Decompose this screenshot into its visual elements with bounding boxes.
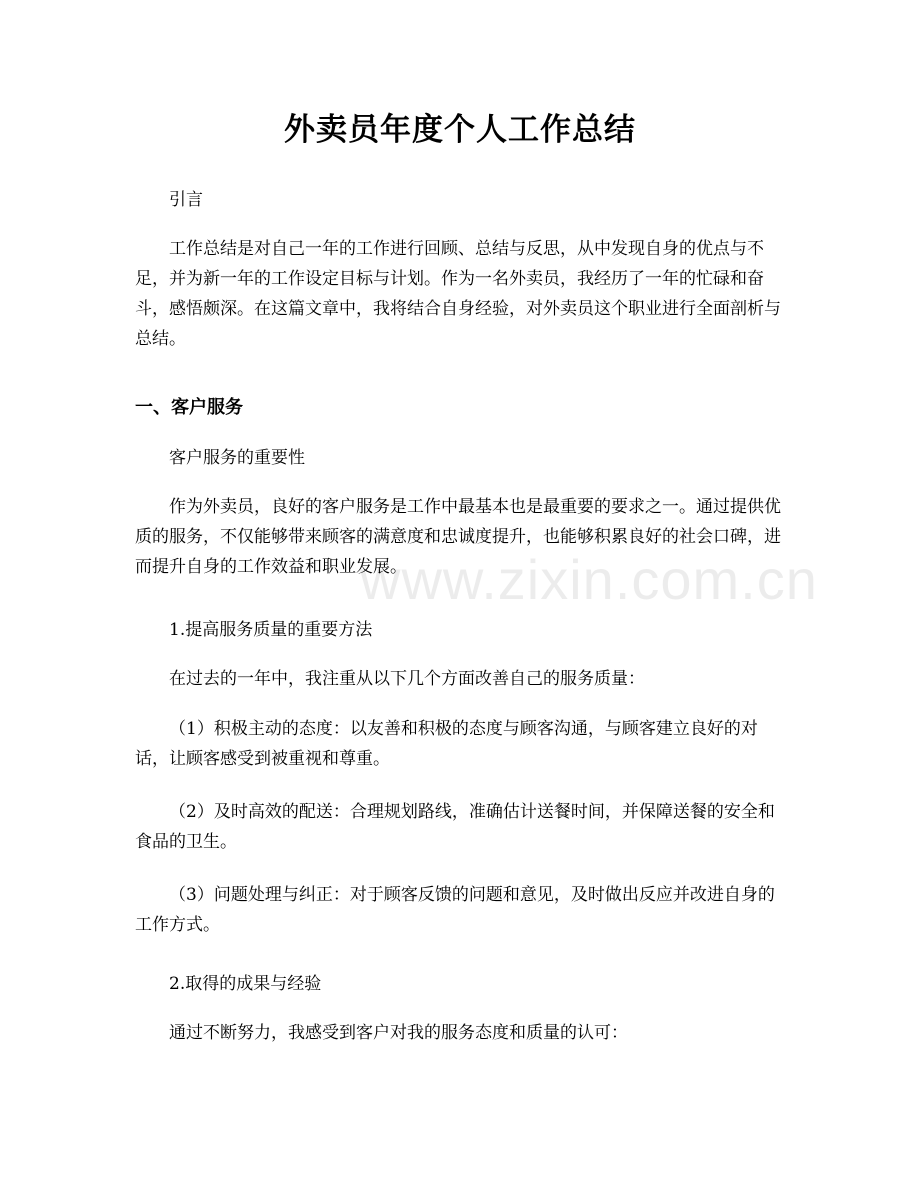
point-2: （2）及时高效的配送：合理规划路线，准确估计送餐时间，并保障送餐的安全和食品的卫生。 [135,802,775,852]
intro-label: 引言 [169,190,203,210]
point-3: （3）问题处理与纠正：对于顾客反馈的问题和意见，及时做出反应并改进自身的工作方式。 [135,885,775,935]
item2-title: 2.取得的成果与经验 [169,974,322,994]
section-paragraph: 作为外卖员，良好的客户服务是工作中最基本也是最重要的要求之一。通过提供优质的服务，不仅能够带来顾客的满意度和忠诚度提升，也能够积累良好的社会口碑，进而提升自身的工作效益和职业发展。 [135,497,781,577]
item1-title: 1.提高服务质量的重要方法 [169,620,373,640]
intro-paragraph: 工作总结是对自己一年的工作进行回顾、总结与反思，从中发现自身的优点与不足，并为新一年的工作设定目标与计划。作为一名外卖员，我经历了一年的忙碌和奋斗，感悟颇深。在这篇文章中，我将结合自身经验，对外卖员这个职业进行全面剖析与总结。 [135,239,781,349]
item2-intro: 通过不断努力，我感受到客户对我的服务态度和质量的认可： [169,1023,628,1043]
section-heading: 一、客户服务 [135,397,243,418]
watermark: www.zixin.com.cn [360,548,818,611]
document-title: 外卖员年度个人工作总结 [284,112,636,148]
point-1: （1）积极主动的态度：以友善和积极的态度与顾客沟通，与顾客建立良好的对话，让顾客感受到被重视和尊重。 [135,719,758,769]
section-subheading: 客户服务的重要性 [169,448,305,468]
item1-intro: 在过去的一年中，我注重从以下几个方面改善自己的服务质量： [169,669,645,689]
